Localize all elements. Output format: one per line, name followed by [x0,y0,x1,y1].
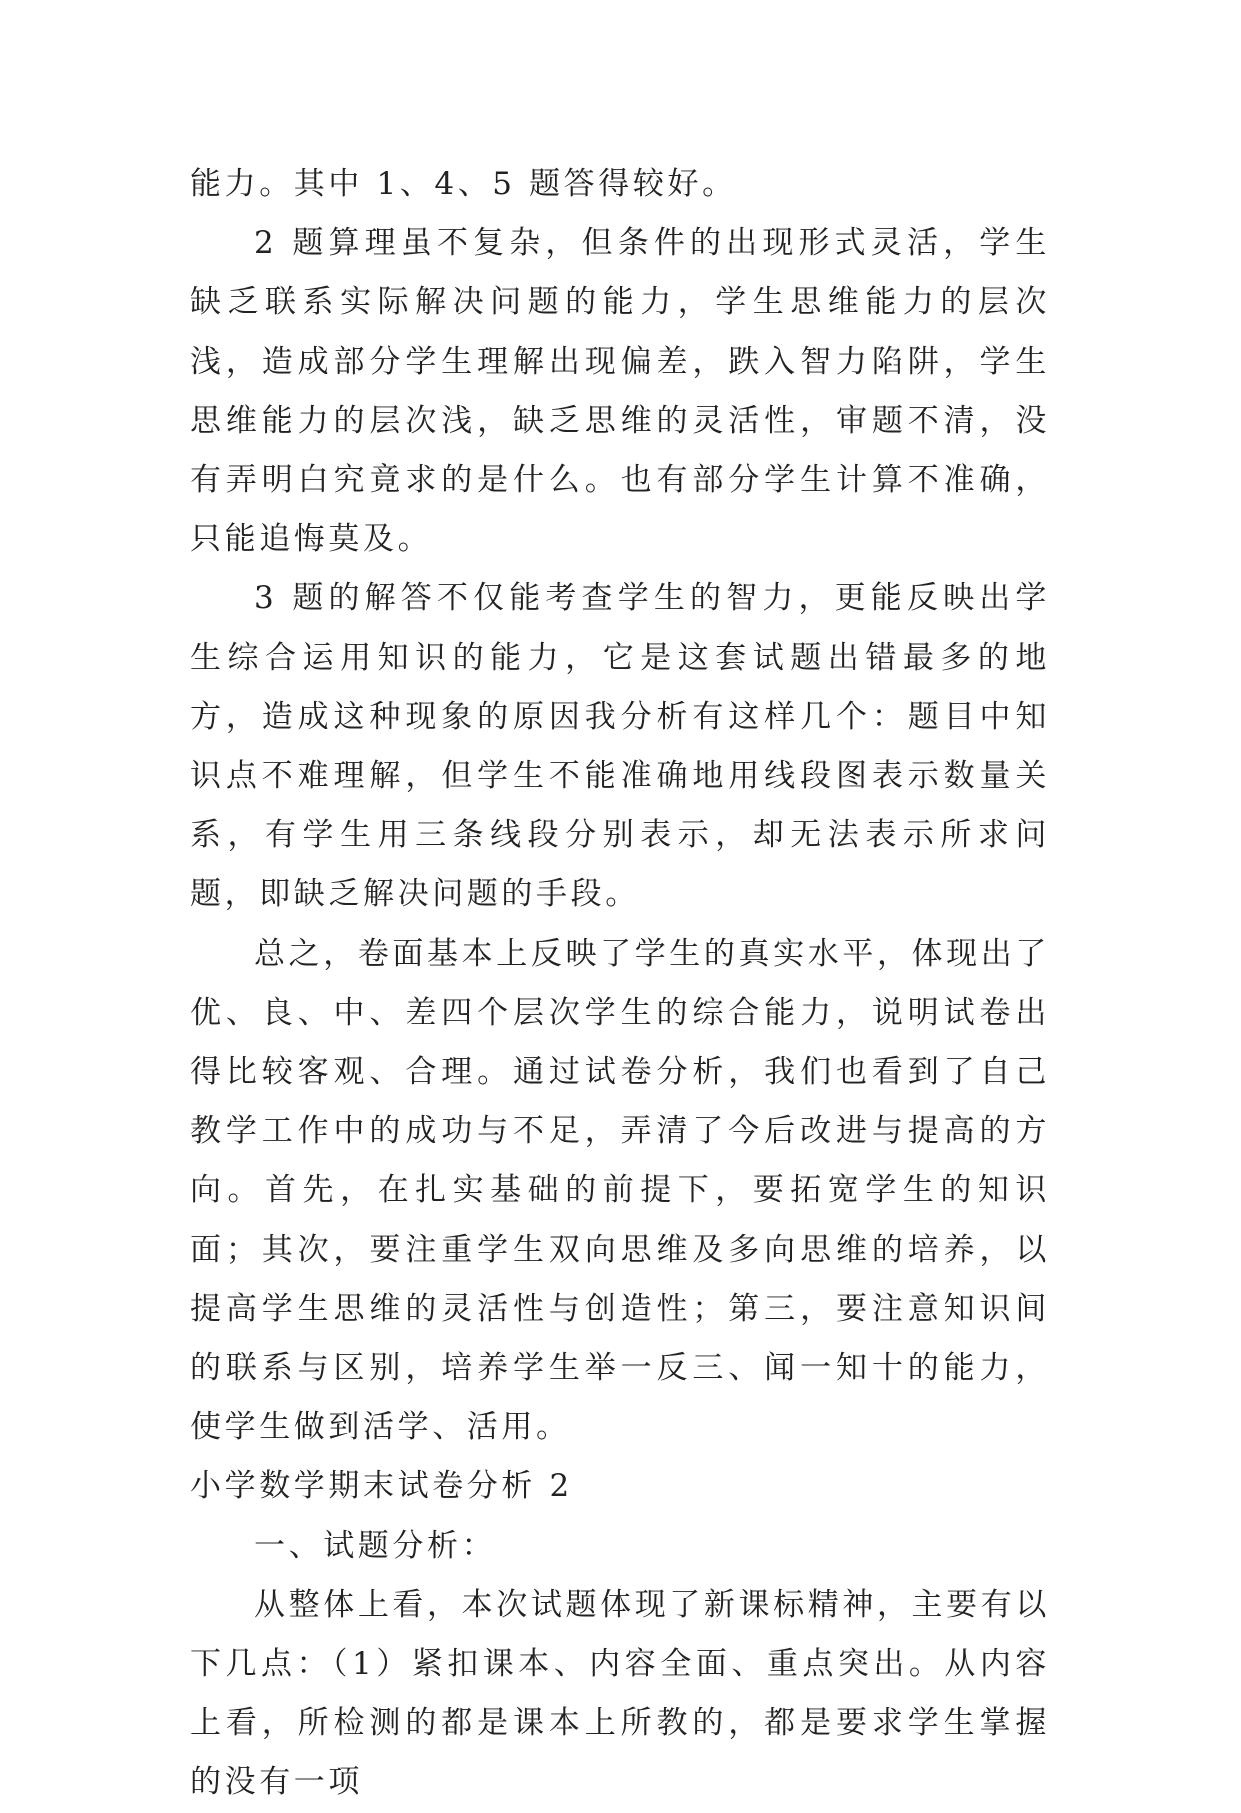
section-title: 小学数学期末试卷分析 2 [190,1468,573,1505]
paragraph-question-3: 3 题的解答不仅能考查学生的智力，更能反映出学生综合运用知识的能力，它是这套试题出错最多的地方，造成这种现象的原因我分析有这样几个：题目中知识点不难理解，但学生不能准确地用线段图表示数量关系，有学生用三条线段分别表示，却无法表示所求问题，即缺乏解决问题的手段。 [190,580,1050,913]
document-body [190,155,1050,1813]
subsection-heading: 一、试题分析： [254,1527,497,1564]
paragraph-question-2: 2 题算理虽不复杂，但条件的出现形式灵活，学生缺乏联系实际解决问题的能力，学生思维能力的层次浅，造成部分学生理解出现偏差，跌入智力陷阱，学生思维能力的层次浅，缺乏思维的灵活性，审题不清，没有弄明白究竟求的是什么。也有部分学生计算不准确，只能追悔莫及。 [190,225,1050,558]
paragraph-summary: 总之，卷面基本上反映了学生的真实水平，体现出了优、良、中、差四个层次学生的综合能力，说明试卷出得比较客观、合理。通过试卷分析，我们也看到了自己教学工作中的成功与不足，弄清了今后改进与提高的方向。首先，在扎实基础的前提下，要拓宽学生的知识面；其次，要注重学生双向思维及多向思维的培养，以提高学生思维的灵活性与创造性；第三，要注意知识间的联系与区别，培养学生举一反三、闻一知十的能力，使学生做到活学、活用。 [190,935,1050,1446]
paragraph-overview: 从整体上看，本次试题体现了新课标精神，主要有以下几点：（1）紧扣课本、内容全面、重点突出。从内容上看，所检测的都是课本上所教的，都是要求学生掌握的没有一项 [190,1586,1050,1801]
paragraph-continuation: 能力。其中 1、4、5 题答得较好。 [190,166,737,202]
